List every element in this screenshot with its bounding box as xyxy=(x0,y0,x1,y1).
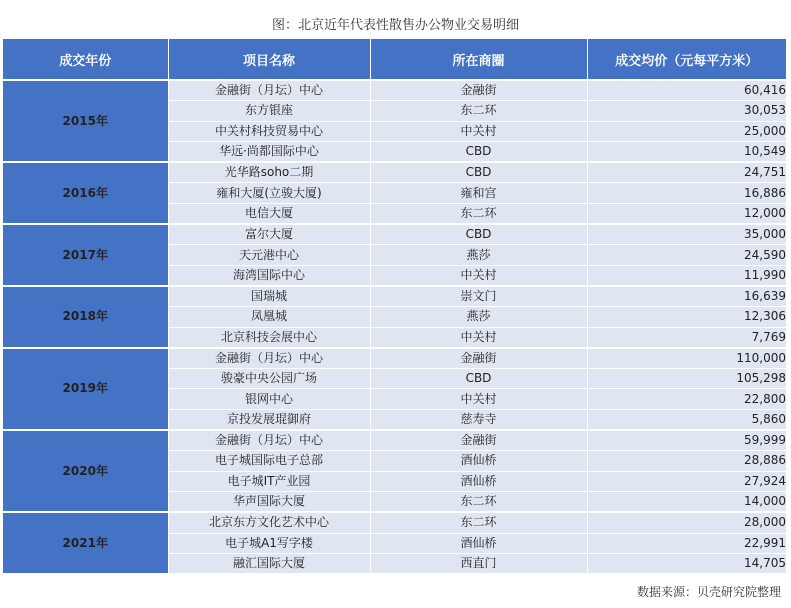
avg-price-cell: 24,590 xyxy=(587,245,786,265)
header-row xyxy=(3,39,786,80)
avg-price-cell: 16,639 xyxy=(587,286,786,307)
data-source-note: 数据来源：贝壳研究院整理 xyxy=(636,585,781,599)
business-area-cell: 东二环 xyxy=(370,491,587,512)
year-cell: 2021年 xyxy=(3,512,168,573)
table-row xyxy=(3,286,786,307)
avg-price-cell: 25,000 xyxy=(587,121,786,141)
business-area-cell: CBD xyxy=(370,224,587,245)
header-year: 成交年份 xyxy=(3,39,168,80)
avg-price-cell: 12,000 xyxy=(587,203,786,224)
project-name-cell: 金融街（月坛）中心 xyxy=(168,80,370,101)
business-area-cell: 东二环 xyxy=(370,101,587,121)
table-row xyxy=(3,162,786,183)
business-area-cell: 慈寿寺 xyxy=(370,409,587,430)
business-area-cell: 西直门 xyxy=(370,553,587,573)
business-area-cell: 酒仙桥 xyxy=(370,471,587,491)
header-business-area: 所在商圈 xyxy=(370,39,587,80)
project-name-cell: 北京东方文化艺术中心 xyxy=(168,512,370,533)
business-area-cell: 东二环 xyxy=(370,512,587,533)
table-row xyxy=(3,80,786,101)
business-area-cell: 中关村 xyxy=(370,389,587,409)
business-area-cell: CBD xyxy=(370,141,587,162)
business-area-cell: 燕莎 xyxy=(370,307,587,327)
table-row xyxy=(3,512,786,533)
year-cell: 2015年 xyxy=(3,80,168,162)
business-area-cell: 东二环 xyxy=(370,203,587,224)
project-name-cell: 富尔大厦 xyxy=(168,224,370,245)
avg-price-cell: 28,000 xyxy=(587,512,786,533)
year-cell: 2018年 xyxy=(3,286,168,348)
business-area-cell: 酒仙桥 xyxy=(370,533,587,553)
project-name-cell: 中关村科技贸易中心 xyxy=(168,121,370,141)
header-avg-price: 成交均价（元每平方米） xyxy=(587,39,786,80)
avg-price-cell: 7,769 xyxy=(587,327,786,348)
business-area-cell: 中关村 xyxy=(370,265,587,286)
avg-price-cell: 5,860 xyxy=(587,409,786,430)
avg-price-cell: 10,549 xyxy=(587,141,786,162)
avg-price-cell: 22,800 xyxy=(587,389,786,409)
transaction-table xyxy=(3,39,786,573)
business-area-cell: 中关村 xyxy=(370,327,587,348)
header-project-name: 项目名称 xyxy=(168,39,370,80)
business-area-cell: 金融街 xyxy=(370,348,587,369)
project-name-cell: 凤凰城 xyxy=(168,307,370,327)
project-name-cell: 光华路soho二期 xyxy=(168,162,370,183)
business-area-cell: 燕莎 xyxy=(370,245,587,265)
business-area-cell: CBD xyxy=(370,162,587,183)
project-name-cell: 国瑞城 xyxy=(168,286,370,307)
avg-price-cell: 24,751 xyxy=(587,162,786,183)
business-area-cell: 金融街 xyxy=(370,80,587,101)
project-name-cell: 金融街（月坛）中心 xyxy=(168,348,370,369)
table-row xyxy=(3,430,786,451)
business-area-cell: 金融街 xyxy=(370,430,587,451)
avg-price-cell: 35,000 xyxy=(587,224,786,245)
year-cell: 2020年 xyxy=(3,430,168,512)
business-area-cell: 中关村 xyxy=(370,121,587,141)
avg-price-cell: 30,053 xyxy=(587,101,786,121)
year-cell: 2019年 xyxy=(3,348,168,430)
project-name-cell: 融汇国际大厦 xyxy=(168,553,370,573)
project-name-cell: 华声国际大厦 xyxy=(168,491,370,512)
project-name-cell: 电信大厦 xyxy=(168,203,370,224)
avg-price-cell: 22,991 xyxy=(587,533,786,553)
table-row xyxy=(3,348,786,369)
year-cell: 2017年 xyxy=(3,224,168,286)
avg-price-cell: 16,886 xyxy=(587,183,786,203)
year-cell: 2016年 xyxy=(3,162,168,224)
avg-price-cell: 110,000 xyxy=(587,348,786,369)
project-name-cell: 北京科技会展中心 xyxy=(168,327,370,348)
avg-price-cell: 105,298 xyxy=(587,369,786,389)
project-name-cell: 华远·尚都国际中心 xyxy=(168,141,370,162)
business-area-cell: 崇文门 xyxy=(370,286,587,307)
avg-price-cell: 14,000 xyxy=(587,491,786,512)
project-name-cell: 金融街（月坛）中心 xyxy=(168,430,370,451)
project-name-cell: 电子城国际电子总部 xyxy=(168,451,370,471)
avg-price-cell: 28,886 xyxy=(587,451,786,471)
avg-price-cell: 27,924 xyxy=(587,471,786,491)
table-row xyxy=(3,224,786,245)
avg-price-cell: 11,990 xyxy=(587,265,786,286)
business-area-cell: CBD xyxy=(370,369,587,389)
project-name-cell: 海湾国际中心 xyxy=(168,265,370,286)
project-name-cell: 东方银座 xyxy=(168,101,370,121)
project-name-cell: 电子城A1写字楼 xyxy=(168,533,370,553)
project-name-cell: 骏豪中央公园广场 xyxy=(168,369,370,389)
table-title: 图：北京近年代表性散售办公物业交易明细 xyxy=(271,18,519,33)
project-name-cell: 电子城IT产业园 xyxy=(168,471,370,491)
project-name-cell: 天元港中心 xyxy=(168,245,370,265)
avg-price-cell: 59,999 xyxy=(587,430,786,451)
business-area-cell: 雍和宫 xyxy=(370,183,587,203)
table-body xyxy=(3,80,786,573)
project-name-cell: 雍和大厦(立骏大厦) xyxy=(168,183,370,203)
business-area-cell: 酒仙桥 xyxy=(370,451,587,471)
project-name-cell: 银网中心 xyxy=(168,389,370,409)
avg-price-cell: 12,306 xyxy=(587,307,786,327)
avg-price-cell: 14,705 xyxy=(587,553,786,573)
avg-price-cell: 60,416 xyxy=(587,80,786,101)
project-name-cell: 京投发展琨御府 xyxy=(168,409,370,430)
